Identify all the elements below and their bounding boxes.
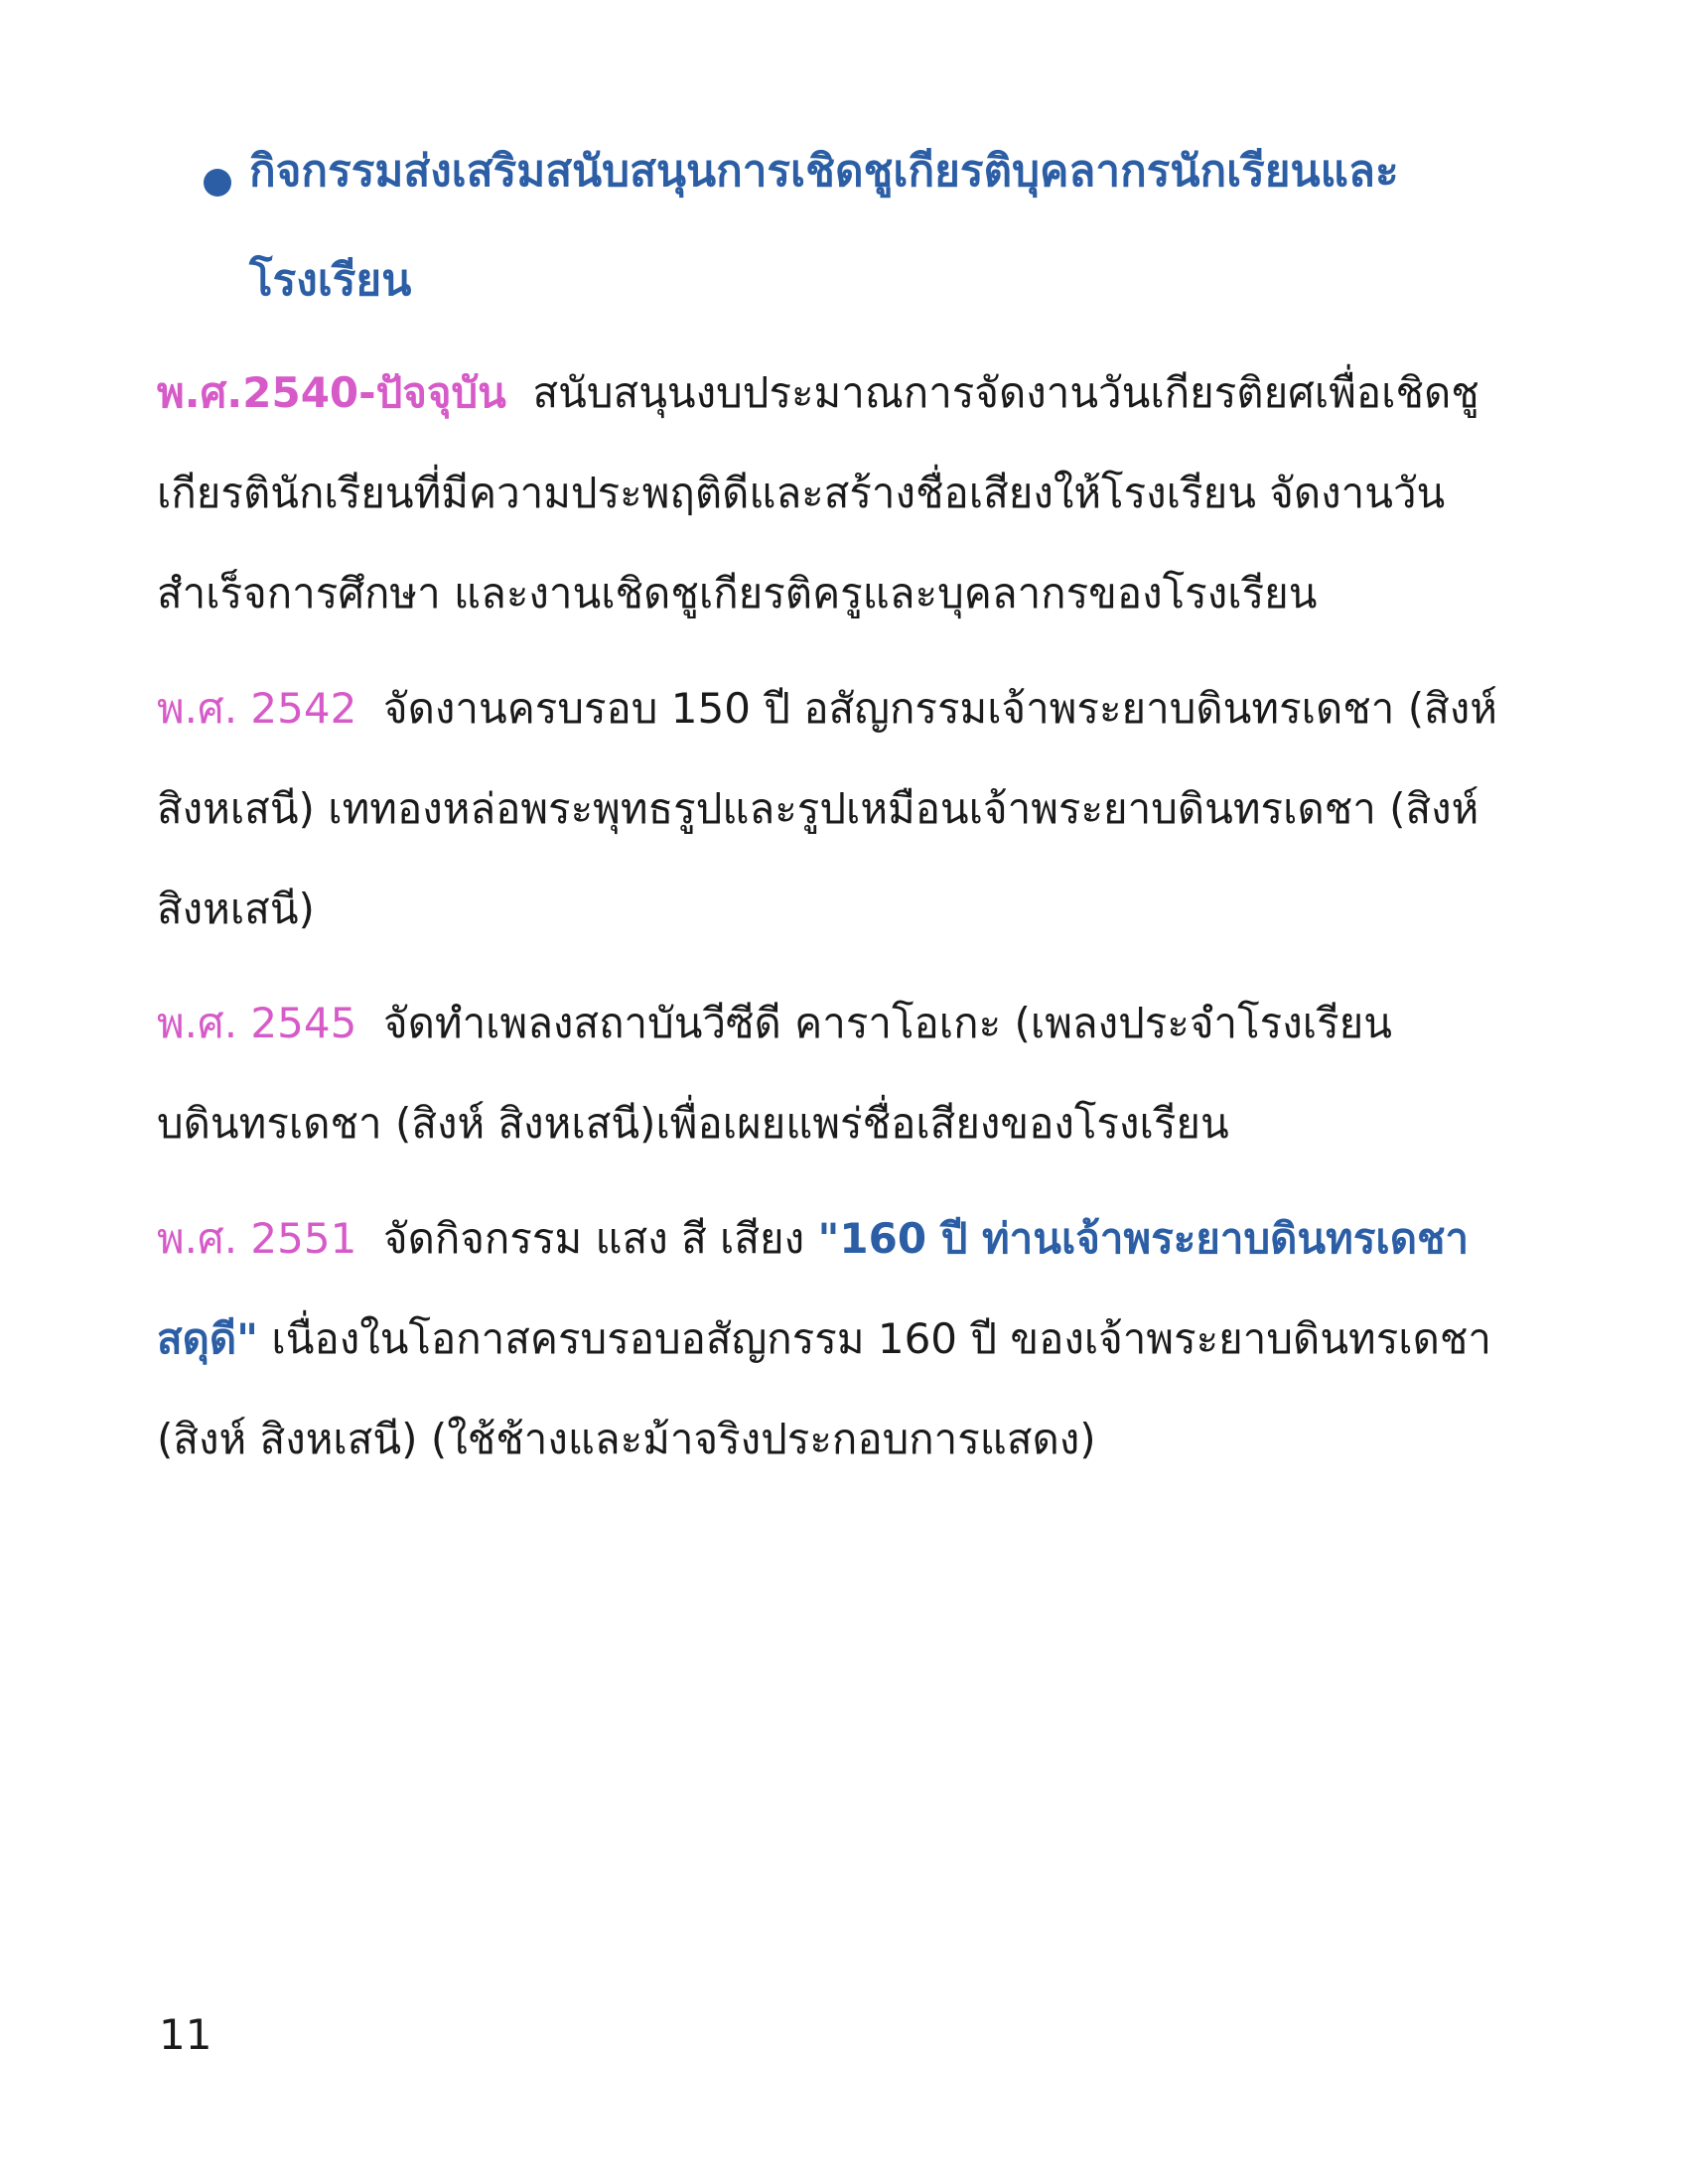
timeline-entry — [157, 342, 1547, 643]
timeline-entry — [157, 973, 1547, 1173]
entry-highlight: "160 ปี ท่านเจ้าพระยาบดินทรเดชาสดุดี" — [157, 1214, 1470, 1363]
entry-text: จัดทำเพลงสถาบันวีซีดี คาราโอเกะ (เพลงประจำโรงเรียนบดินทรเดชา (สิงห์ สิงหเสนี)เพื่อเผยแพร่ชื่อเสียงของโรงเรียน — [157, 999, 1392, 1148]
timeline-entry — [157, 1188, 1547, 1489]
page-number: 11 — [159, 2010, 212, 2059]
entry-year: พ.ศ. 2542 — [157, 684, 357, 733]
entry-year: พ.ศ. 2545 — [157, 999, 357, 1047]
entry-text-before: จัดกิจกรรม แสง สี เสียง — [383, 1214, 818, 1263]
entry-year: พ.ศ. 2551 — [157, 1214, 357, 1263]
heading-text: กิจกรรมส่งเสริมสนับสนุนการเชิดชูเกียรติบุคลากรนักเรียนและโรงเรียน — [249, 146, 1399, 306]
bullet-icon — [204, 169, 231, 197]
section-heading — [204, 139, 1534, 336]
entry-text-after: เนื่องในโอกาสครบรอบอสัญกรรม 160 ปี ของเจ้าพระยาบดินทรเดชา (สิงห์ สิงหเสนี) (ใช้ช้างและม้าจริงประกอบการแสดง) — [157, 1314, 1491, 1463]
entry-text: สนับสนุนงบประมาณการจัดงานวันเกียรติยศเพื่อเชิดชูเกียรตินักเรียนที่มีความประพฤติดีและสร้างชื่อเสียงให้โรงเรียน จัดงานวันสำเร็จการศึกษา และงานเชิดชูเกียรติครูและบุคลากรของโรงเรียน — [157, 368, 1479, 617]
entry-year: พ.ศ.2540-ปัจจุบัน — [157, 368, 506, 417]
timeline-entry — [157, 658, 1547, 959]
entry-text: จัดงานครบรอบ 150 ปี อสัญกรรมเจ้าพระยาบดินทรเดชา (สิงห์ สิงหเสนี) เททองหล่อพระพุทธรูปและรูปเหมือนเจ้าพระยาบดินทรเดชา (สิงห์ สิงหเสนี) — [157, 684, 1497, 933]
